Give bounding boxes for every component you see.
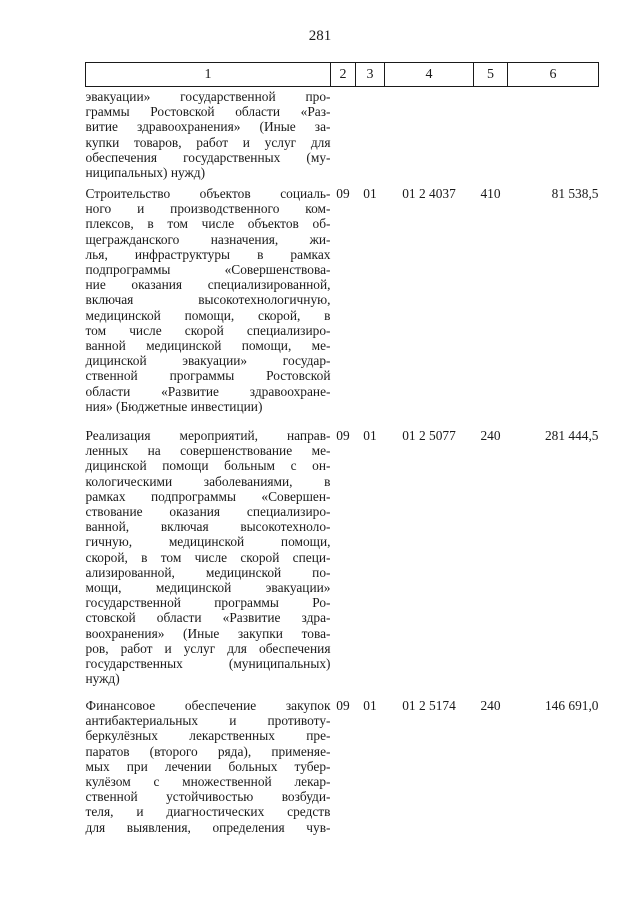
description-line: дицинской помощи больным с он-: [85, 458, 331, 474]
amount: [508, 87, 599, 184]
description-line: ванной, включая высокотехноло-: [85, 519, 331, 535]
column-header-5: 5: [474, 63, 508, 87]
target-article-code: [385, 87, 474, 184]
description-line: для выявления, определения чув-: [85, 819, 331, 835]
description-line: ров, работ и услуг для обеспечения: [85, 640, 331, 656]
target-article-code: 01 2 5174: [402, 698, 456, 713]
description-line: скорой, в том числе скорой специ-: [85, 549, 331, 565]
table-row: [86, 183, 599, 425]
description-line: витие здравоохранения» (Иные за-: [85, 119, 331, 135]
description-line: лья, инфраструктуры в рамках: [85, 246, 331, 262]
table-row: [86, 87, 599, 184]
description-line: том числе скорой специализиро-: [85, 322, 331, 338]
row-description: [86, 425, 331, 696]
description-line: кулёзом с множественной лекар-: [85, 774, 331, 790]
description-line: подпрограммы «Совершенствова-: [85, 262, 331, 278]
description-line: граммы Ростовской области «Раз-: [85, 104, 331, 120]
target-article-code: 01 2 5077: [402, 428, 456, 443]
description-line: плексов, в том числе объектов об-: [85, 216, 331, 232]
description-line: ализированной, медицинской по-: [85, 564, 331, 580]
description-line: воохранения» (Иные закупки това-: [85, 625, 331, 641]
column-header-2: 2: [331, 63, 356, 87]
description-line: беркулёзных лекарственных пре-: [85, 728, 331, 744]
budget-table: [85, 62, 599, 838]
description-line: рамках подпрограммы «Совершен-: [85, 488, 331, 504]
description-line: медицинской помощи, скорой, в: [85, 307, 331, 323]
description-line: включая высокотехнологичную,: [85, 292, 331, 308]
description-line: государственной программы Ро-: [85, 595, 331, 611]
section-code: 09: [336, 428, 350, 443]
subsection-code: 01: [363, 186, 377, 201]
section-code: 09: [336, 698, 350, 713]
description-line: ствование оказания специализиро-: [85, 504, 331, 520]
description-line: Финансовое обеспечение закупок: [85, 698, 331, 713]
section-code: 09: [336, 186, 350, 201]
description-line: государственных (муниципальных): [85, 656, 331, 672]
description-line: обеспечения государственных (му-: [85, 149, 331, 165]
description-line: Реализация мероприятий, направ-: [85, 428, 331, 443]
description-line: щегражданского назначения, жи-: [85, 231, 331, 247]
subsection-code: 01: [363, 428, 377, 443]
description-line: эвакуации» государственной про-: [85, 89, 331, 104]
description-line: мощи, медицинской эвакуации»: [85, 580, 331, 596]
description-line: ленных на совершенствование ме-: [85, 443, 331, 459]
amount: 281 444,5: [544, 428, 599, 443]
description-line: купки товаров, работ и услуг для: [85, 134, 331, 150]
table-header-row: [86, 63, 599, 87]
description-line: антибактериальных и противоту-: [85, 713, 331, 729]
row-description: [86, 696, 331, 838]
subsection-code: 01: [363, 698, 377, 713]
description-line: ственной программы Ростовской: [85, 368, 331, 384]
column-header-6: 6: [508, 63, 599, 87]
table-row: [86, 425, 599, 696]
expense-type-code: 240: [480, 698, 501, 713]
expense-type-code: 240: [480, 428, 501, 443]
amount: 146 691,0: [544, 698, 599, 713]
expense-type-code: [474, 87, 508, 184]
description-line: теля, и диагностических средств: [85, 804, 331, 820]
column-header-4: 4: [385, 63, 474, 87]
description-line: ние оказания специализированной,: [85, 277, 331, 293]
description-line: ванной медицинской помощи, ме-: [85, 338, 331, 354]
description-line: нужд): [85, 671, 120, 687]
row-description: [86, 87, 331, 184]
column-header-1: 1: [86, 63, 331, 87]
section-code: [331, 87, 356, 184]
description-line: стовской области «Развитие здра-: [85, 610, 331, 626]
description-line: дицинской эвакуации» государ-: [85, 353, 331, 369]
column-header-3: 3: [356, 63, 385, 87]
target-article-code: 01 2 4037: [402, 186, 456, 201]
description-line: ного и производственного ком-: [85, 201, 331, 217]
row-description: [86, 183, 331, 425]
description-line: ния» (Бюджетные инвестиции): [85, 398, 263, 414]
description-line: паратов (второго ряда), применяе-: [85, 743, 331, 759]
description-line: области «Развитие здравоохране-: [85, 383, 331, 399]
description-line: ниципальных) нужд): [85, 165, 206, 181]
expense-type-code: 410: [480, 186, 501, 201]
description-line: кологическими заболеваниями, в: [85, 473, 331, 489]
description-line: Строительство объектов социаль-: [85, 186, 331, 201]
table-row: [86, 696, 599, 838]
page-number: 281: [308, 28, 332, 44]
description-line: гичную, медицинской помощи,: [85, 534, 331, 550]
description-line: мых при лечении больных тубер-: [85, 758, 331, 774]
subsection-code: [356, 87, 385, 184]
description-line: ственной устойчивостью возбуди-: [85, 789, 331, 805]
amount: 81 538,5: [551, 186, 599, 201]
